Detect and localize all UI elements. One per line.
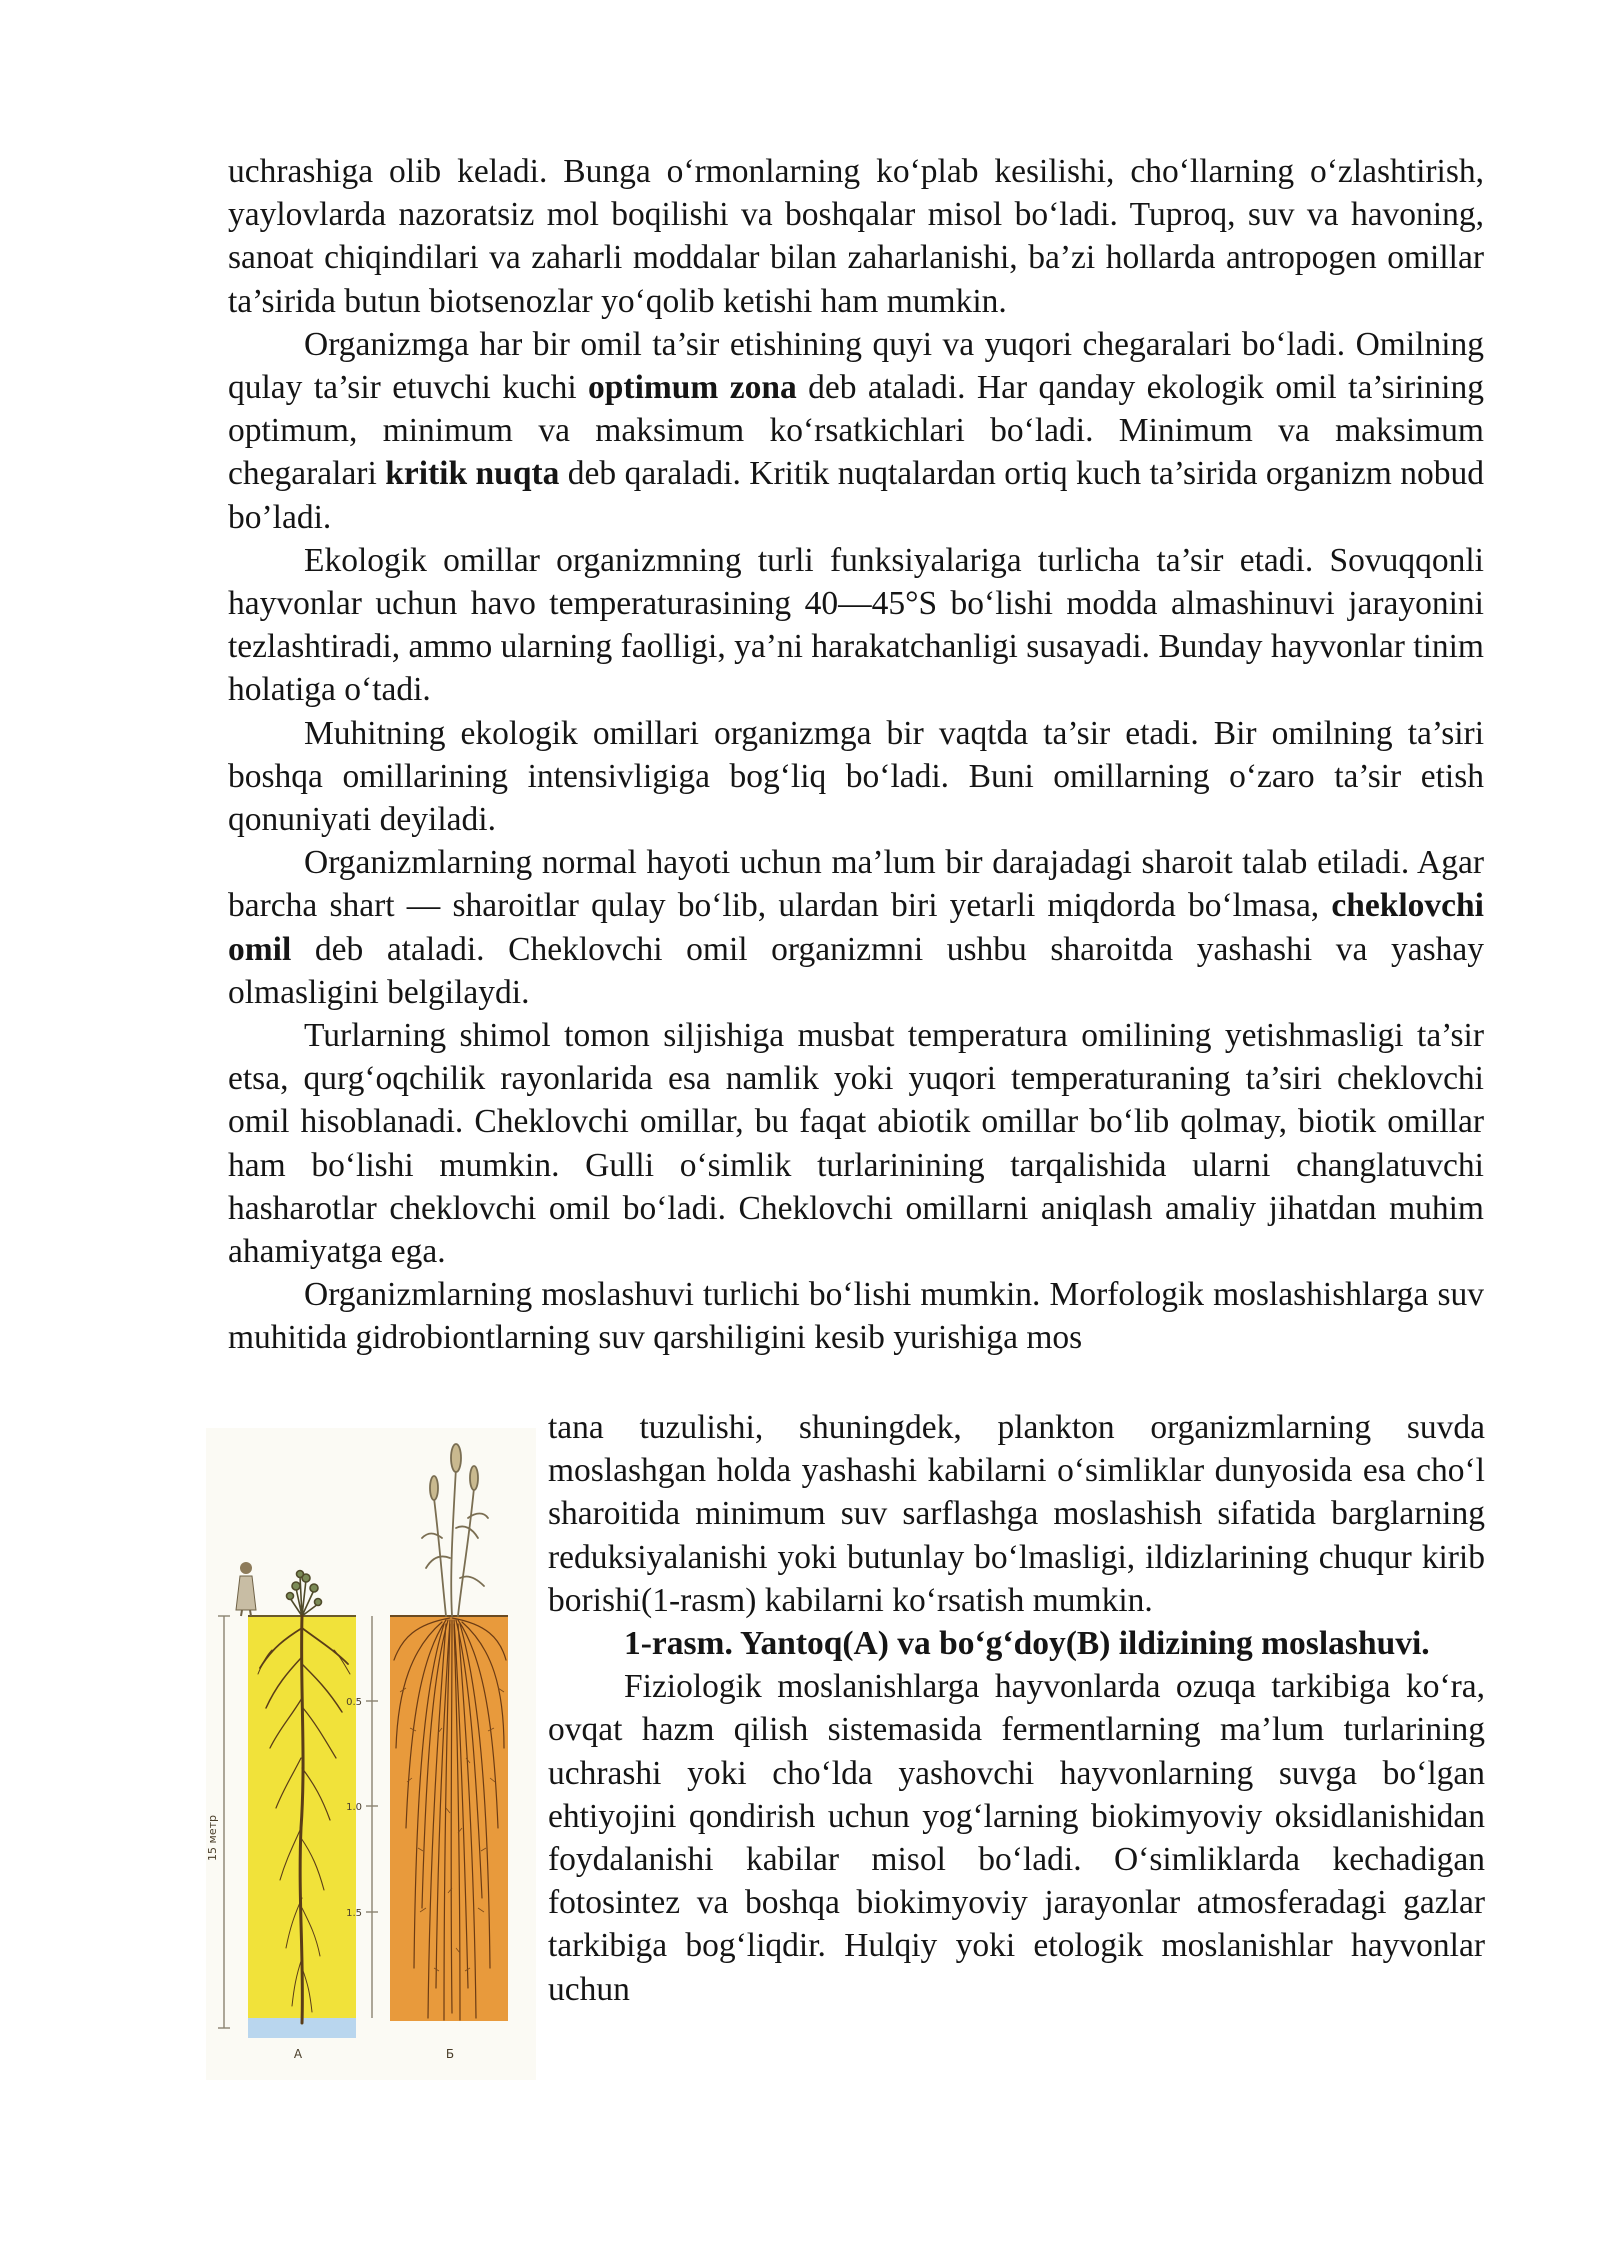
text-run: Turlarning shimol tomon siljishiga musbat temperatura omilining yetishmasligi ta’sir etsa, qurg‘oqchilik rayonlarida esa namlik yoki yuqori temperaturaning ta’siri cheklovchi omil hisoblanadi. Cheklovchi omillar, bu faqat abiotik omillar bo‘lib qolmay, biotik omillar ham bo‘lishi mumkin. Gulli o‘simlik turlarinining tarqalishida ularni changlatuvchi hasharotlar cheklovchi omil bo‘ladi. Cheklovchi omillarni aniqlash amaliy jihatdan muhim ahamiyatga ega. — [228, 1017, 1484, 1271]
text-run: Fiziologik moslanishlarga hayvonlarda ozuqa tarkibiga ko‘ra, ovqat hazm qilish sistemasida fermentlarning ma’lum turlarining uchrashi yoki cho‘lda yashovchi hayvonlarning suvga bo‘lgan ehtiyojini qondirish uchun yog‘larning biokimyoviy oksidlanishidan foydalanishi kabilar misol bo‘ladi. O‘simliklarda kechadigan fotosintez va boshqa biokimyoviy jarayonlar atmosferadagi gazlar tarkibiga bog‘liqdir. Hulqiy yoki etologik moslanishlar hayvonlar uchun — [548, 1668, 1485, 2008]
figure-caption: 1-rasm. Yantoq(A) va bo‘g‘doy(B) ildizining moslashuvi. — [624, 1625, 1430, 1663]
side-paragraphs — [548, 1406, 1485, 1622]
text-run: uchrashiga olib keladi. Bunga o‘rmonlarning ko‘plab kesilishi, cho‘llarning o‘zlashtirish, yaylovlarda nazoratsiz mol boqilishi va boshqalar misol bo‘ladi. Tuproq, suv va havoning, sanoat chiqindilari va zaharli moddalar bilan zaharlanishi, ba’zi hollarda antropogen omillar ta’sirida butun biotsenozlar yo‘qolib ketishi ham mumkin. — [228, 153, 1484, 320]
depth-tick-label-1-5: 1.5 — [346, 1908, 362, 1919]
paragraph — [228, 1014, 1484, 1273]
paragraph — [548, 1406, 1485, 1622]
text-run: deb ataladi. Cheklovchi omil organizmni ushbu sharoitda yashashi va yashay olmasligini belgilaydi. — [228, 930, 1484, 1011]
text-run: Organizmlarning normal hayoti uchun ma’lum bir darajadagi sharoit talab etiladi. Agar barcha shart — sharoitlar qulay bo‘lib, ulardan biri yetarli miqdorda bo‘lmasa, — [228, 844, 1484, 925]
paragraph — [228, 323, 1484, 539]
text-run: Organizmga har bir omil ta’sir etishining quyi va yuqori chegaralari bo‘ladi. Omilning qulay ta’sir etuvchi kuchi — [228, 325, 1484, 407]
text-run: deb qaraladi. Kritik nuqtalardan ortiq kuch ta’sirida organizm nobud bo’ladi. — [228, 455, 1484, 536]
paragraph — [548, 1665, 1485, 2011]
depth-tick-label-0-5: 0.5 — [346, 1697, 362, 1708]
bold-term: cheklovchi omil — [228, 887, 1484, 968]
body-text-side — [548, 1406, 1485, 2011]
bold-term: optimum zona — [588, 369, 797, 407]
panel-a-label: А — [293, 2047, 303, 2061]
paragraph — [228, 539, 1484, 712]
panel-b-label: Б — [445, 2047, 455, 2061]
paragraph — [228, 841, 1484, 1014]
root-system-figure — [206, 1428, 536, 2080]
paragraph — [228, 1273, 1484, 1359]
paragraph — [228, 712, 1484, 842]
root-illustration — [206, 1428, 536, 2080]
text-run: tana tuzulishi, shuningdek, plankton organizmlarning suvda moslashgan holda yashashi kabilarni o‘simliklar dunyosida esa cho‘l sharoitida minimum suv sarflashga moslashish sifatida barglarning reduksiyalanishi yoki butunlay bo‘lmasligi, ildizlarining chuqur kirib borishi(1-rasm) kabilarni ko‘rsatish mumkin. — [548, 1409, 1485, 1619]
body-text-top — [228, 150, 1484, 1360]
text-run: Muhitning ekologik omillari organizmga bir vaqtda ta’sir etadi. Bir omilning ta’siri boshqa omillarining intensivligiga bog‘liq bo‘ladi. Buni omillarning o‘zaro ta’sir etish qonuniyati deyiladi. — [228, 714, 1484, 839]
paragraphs-after-caption — [548, 1665, 1485, 2011]
paragraph — [228, 150, 1484, 323]
text-run: Ekologik omillar organizmning turli funksiyalariga turlicha ta’sir etadi. Sovuqqonli hayvonlar uchun havo temperaturasining 40—45°S bo‘lishi modda almashinuvi jarayonini tezlashtiradi, ammo ularning faolligi, ya’ni harakatchanligi susayadi. Bunday hayvonlar tinim holatiga o‘tadi. — [228, 541, 1484, 709]
text-run: deb ataladi. Har qanday ekologik omil ta’sirining optimum, minimum va maksimum ko‘rsatkichlari bo‘ladi. Minimum va maksimum chegaralari — [228, 369, 1484, 493]
depth-tick-label-1-0: 1.0 — [346, 1802, 362, 1813]
text-run: Organizmlarning moslashuvi turlichi bo‘lishi mumkin. Morfologik moslashishlarga suv muhitida gidrobiontlarning suv qarshiligini kesib yurishiga mos — [228, 1276, 1484, 1357]
height-scale-label: 15 метр — [206, 1815, 219, 1861]
bold-term: kritik nuqta — [385, 455, 560, 493]
